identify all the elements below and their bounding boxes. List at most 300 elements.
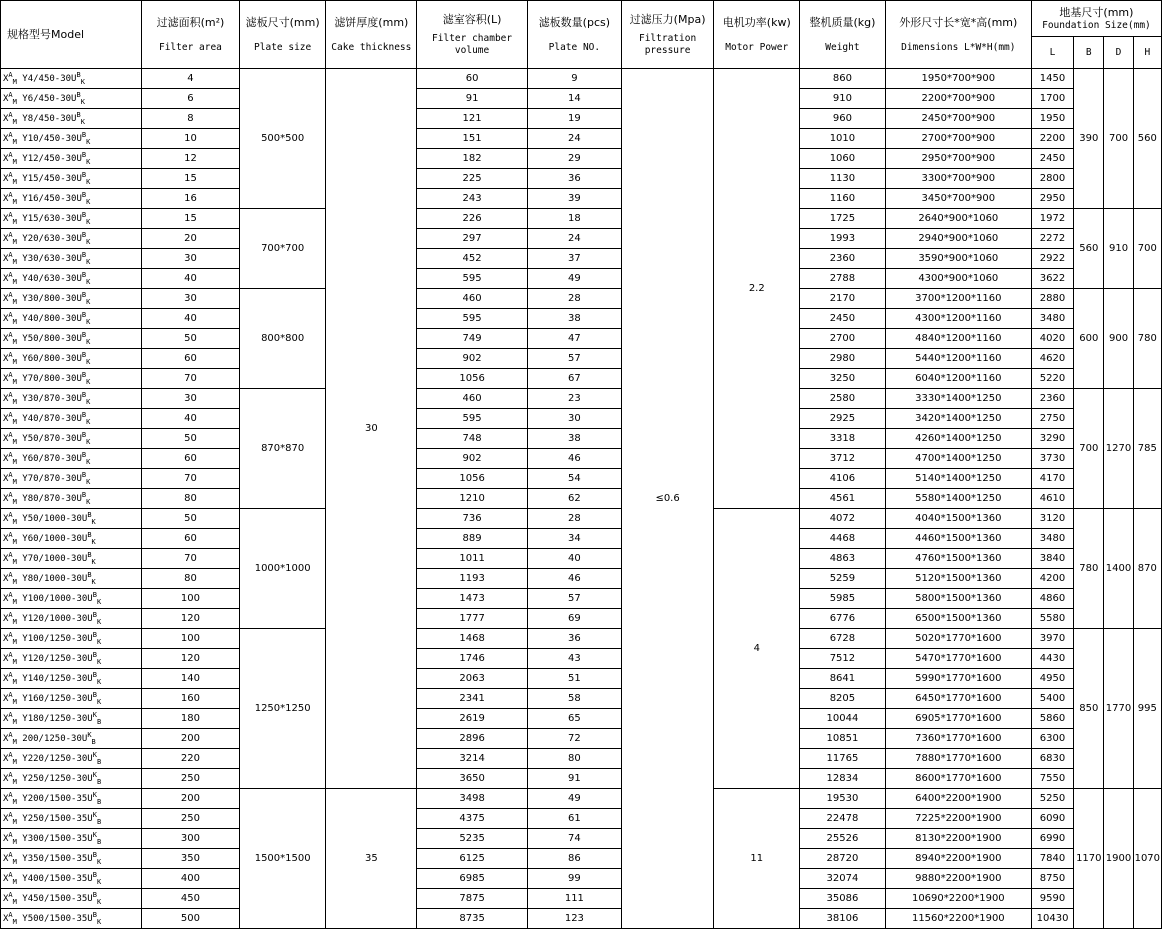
foundation-l-cell: 2950 bbox=[1031, 189, 1073, 209]
plate-number-cell: 57 bbox=[528, 589, 622, 609]
model-suffix-top: B bbox=[92, 591, 97, 599]
foundation-d-cell: 1770 bbox=[1104, 629, 1133, 789]
filter-area-cell: 16 bbox=[142, 189, 240, 209]
model-prefix: X bbox=[3, 894, 9, 904]
plate-number-cell: 47 bbox=[528, 329, 622, 349]
model-suffix-bottom: K bbox=[86, 398, 91, 406]
model-suffix-top: K bbox=[92, 751, 97, 759]
model-cell bbox=[1, 369, 142, 389]
weight-cell: 4106 bbox=[800, 469, 886, 489]
foundation-l-cell: 10430 bbox=[1031, 909, 1073, 929]
model-suffix-top: B bbox=[81, 251, 87, 259]
model-prefix: X bbox=[3, 414, 9, 424]
plate-number-cell: 57 bbox=[528, 349, 622, 369]
model-suffix-bottom: K bbox=[96, 918, 102, 926]
chamber-volume-cell: 452 bbox=[417, 249, 528, 269]
foundation-b-cell: 390 bbox=[1074, 69, 1104, 209]
model-variant-top: A bbox=[8, 911, 13, 919]
model-prefix: X bbox=[3, 574, 9, 584]
model-suffix-bottom: K bbox=[86, 258, 91, 266]
model-variant-bottom: M bbox=[12, 578, 17, 586]
foundation-l-cell: 2200 bbox=[1031, 129, 1073, 149]
plate-number-cell: 43 bbox=[528, 649, 622, 669]
model-cell bbox=[1, 769, 142, 789]
model-prefix: X bbox=[3, 694, 9, 704]
model-variant-top: A bbox=[8, 531, 13, 539]
plate-number-cell: 51 bbox=[528, 669, 622, 689]
dimensions-cell: 5440*1200*1160 bbox=[885, 349, 1031, 369]
filter-area-cell: 180 bbox=[142, 709, 240, 729]
model-suffix-bottom: K bbox=[86, 358, 91, 366]
model-variant-top: A bbox=[8, 71, 13, 79]
model-suffix-top: B bbox=[92, 871, 97, 879]
foundation-l-cell: 7550 bbox=[1031, 769, 1073, 789]
chamber-volume-cell: 6985 bbox=[417, 869, 528, 889]
dimensions-cell: 3700*1200*1160 bbox=[885, 289, 1031, 309]
chamber-volume-cell: 1056 bbox=[417, 469, 528, 489]
filter-area-cell: 40 bbox=[142, 409, 240, 429]
weight-cell: 11765 bbox=[800, 749, 886, 769]
weight-cell: 25526 bbox=[800, 829, 886, 849]
model-code: Y70/800-30U bbox=[22, 374, 82, 384]
weight-cell: 22478 bbox=[800, 809, 886, 829]
model-suffix-top: B bbox=[81, 391, 87, 399]
dimensions-cell: 3420*1400*1250 bbox=[885, 409, 1031, 429]
model-prefix: X bbox=[3, 174, 9, 184]
filter-area-cell: 15 bbox=[142, 209, 240, 229]
chamber-volume-cell: 2896 bbox=[417, 729, 528, 749]
chamber-volume-cell: 60 bbox=[417, 69, 528, 89]
model-variant-top: A bbox=[8, 551, 13, 559]
model-variant-bottom: M bbox=[12, 158, 17, 166]
filter-area-cell: 300 bbox=[142, 829, 240, 849]
filter-area-cell: 70 bbox=[142, 469, 240, 489]
filter-area-cell: 60 bbox=[142, 529, 240, 549]
model-code: Y100/1000-30U bbox=[22, 594, 93, 604]
filter-area-cell: 220 bbox=[142, 749, 240, 769]
foundation-h-cell: 780 bbox=[1133, 289, 1161, 389]
model-prefix: X bbox=[3, 374, 9, 384]
dimensions-cell: 6400*2200*1900 bbox=[885, 789, 1031, 809]
model-suffix-top: B bbox=[87, 571, 92, 579]
dimensions-cell: 7360*1770*1600 bbox=[885, 729, 1031, 749]
table-row bbox=[1, 469, 1162, 489]
model-variant-bottom: M bbox=[12, 398, 17, 406]
model-prefix: X bbox=[3, 334, 9, 344]
filter-area-cell: 10 bbox=[142, 129, 240, 149]
dimensions-cell: 8130*2200*1900 bbox=[885, 829, 1031, 849]
weight-cell: 860 bbox=[800, 69, 886, 89]
foundation-l-cell: 4430 bbox=[1031, 649, 1073, 669]
model-variant-top: A bbox=[8, 711, 13, 719]
model-variant-bottom: M bbox=[12, 658, 17, 666]
chamber-volume-cell: 749 bbox=[417, 329, 528, 349]
model-prefix: X bbox=[3, 74, 9, 84]
model-variant-top: A bbox=[8, 211, 13, 219]
chamber-volume-cell: 3214 bbox=[417, 749, 528, 769]
foundation-l-cell: 2360 bbox=[1031, 389, 1073, 409]
foundation-d-cell: 700 bbox=[1104, 69, 1133, 209]
table-row bbox=[1, 329, 1162, 349]
model-prefix: X bbox=[3, 814, 9, 824]
model-cell bbox=[1, 69, 142, 89]
model-variant-top: A bbox=[8, 511, 13, 519]
table-row bbox=[1, 409, 1162, 429]
plate-number-cell: 36 bbox=[528, 629, 622, 649]
table-row bbox=[1, 869, 1162, 889]
foundation-l-cell: 9590 bbox=[1031, 889, 1073, 909]
model-prefix: X bbox=[3, 474, 9, 484]
plate-number-cell: 30 bbox=[528, 409, 622, 429]
plate-number-cell: 111 bbox=[528, 889, 622, 909]
plate-number-cell: 29 bbox=[528, 149, 622, 169]
model-suffix-top: B bbox=[92, 671, 97, 679]
foundation-l-cell: 2450 bbox=[1031, 149, 1073, 169]
model-variant-bottom: M bbox=[12, 298, 17, 306]
plate-number-cell: 62 bbox=[528, 489, 622, 509]
foundation-l-cell: 1700 bbox=[1031, 89, 1073, 109]
model-cell bbox=[1, 709, 142, 729]
model-suffix-top: B bbox=[92, 891, 97, 899]
filter-area-cell: 450 bbox=[142, 889, 240, 909]
filter-area-cell: 6 bbox=[142, 89, 240, 109]
model-cell bbox=[1, 669, 142, 689]
model-code: 200/1250-30U bbox=[22, 734, 88, 744]
filter-area-cell: 60 bbox=[142, 449, 240, 469]
dimensions-cell: 4300*1200*1160 bbox=[885, 309, 1031, 329]
foundation-l-cell: 3730 bbox=[1031, 449, 1073, 469]
model-suffix-bottom: K bbox=[86, 178, 91, 186]
chamber-volume-cell: 1193 bbox=[417, 569, 528, 589]
filter-area-cell: 30 bbox=[142, 389, 240, 409]
header-motor-power: 电机功率(kw) Motor Power bbox=[714, 1, 800, 69]
table-row bbox=[1, 109, 1162, 129]
model-variant-bottom: M bbox=[12, 678, 17, 686]
dimensions-cell: 6905*1770*1600 bbox=[885, 709, 1031, 729]
table-row bbox=[1, 669, 1162, 689]
filtration-pressure-cell: ≤0.6 bbox=[621, 69, 714, 929]
model-prefix: X bbox=[3, 654, 9, 664]
table-row bbox=[1, 269, 1162, 289]
model-prefix: X bbox=[3, 294, 9, 304]
model-code: Y160/1250-30U bbox=[22, 694, 93, 704]
chamber-volume-cell: 1468 bbox=[417, 629, 528, 649]
plate-number-cell: 23 bbox=[528, 389, 622, 409]
model-variant-top: A bbox=[8, 811, 13, 819]
chamber-volume-cell: 297 bbox=[417, 229, 528, 249]
chamber-volume-cell: 595 bbox=[417, 409, 528, 429]
model-variant-bottom: M bbox=[12, 198, 17, 206]
model-suffix-top: B bbox=[81, 151, 87, 159]
model-cell bbox=[1, 449, 142, 469]
model-prefix: X bbox=[3, 434, 9, 444]
weight-cell: 19530 bbox=[800, 789, 886, 809]
model-cell bbox=[1, 409, 142, 429]
plate-size-cell: 870*870 bbox=[239, 389, 326, 509]
model-cell bbox=[1, 269, 142, 289]
model-variant-bottom: M bbox=[12, 278, 17, 286]
model-variant-top: A bbox=[8, 371, 13, 379]
plate-number-cell: 24 bbox=[528, 229, 622, 249]
model-suffix-bottom: K bbox=[86, 198, 91, 206]
dimensions-cell: 6500*1500*1360 bbox=[885, 609, 1031, 629]
model-suffix-bottom: K bbox=[86, 378, 91, 386]
dimensions-cell: 1950*700*900 bbox=[885, 69, 1031, 89]
model-cell bbox=[1, 689, 142, 709]
model-suffix-bottom: K bbox=[91, 518, 96, 526]
model-prefix: X bbox=[3, 774, 9, 784]
model-suffix-top: B bbox=[81, 171, 87, 179]
model-suffix-bottom: B bbox=[96, 718, 102, 726]
header-foundation-d: D bbox=[1104, 37, 1133, 69]
table-row bbox=[1, 789, 1162, 809]
model-cell bbox=[1, 749, 142, 769]
foundation-b-cell: 1170 bbox=[1074, 789, 1104, 929]
header-foundation-b: B bbox=[1074, 37, 1104, 69]
model-suffix-top: B bbox=[76, 91, 81, 99]
cake-thickness-cell: 30 bbox=[326, 69, 417, 789]
model-suffix-top: B bbox=[81, 331, 87, 339]
foundation-l-cell: 1972 bbox=[1031, 209, 1073, 229]
model-variant-top: A bbox=[8, 671, 13, 679]
model-variant-top: A bbox=[8, 651, 13, 659]
model-suffix-top: B bbox=[87, 531, 92, 539]
model-variant-bottom: M bbox=[12, 258, 17, 266]
model-prefix: X bbox=[3, 854, 9, 864]
foundation-l-cell: 1950 bbox=[1031, 109, 1073, 129]
weight-cell: 2788 bbox=[800, 269, 886, 289]
model-suffix-top: B bbox=[92, 631, 97, 639]
model-code: Y8/450-30U bbox=[22, 114, 77, 124]
model-variant-top: A bbox=[8, 191, 13, 199]
model-variant-bottom: M bbox=[12, 138, 17, 146]
plate-number-cell: 46 bbox=[528, 449, 622, 469]
model-suffix-top: B bbox=[92, 911, 97, 919]
model-variant-bottom: M bbox=[12, 698, 17, 706]
model-variant-top: A bbox=[8, 171, 13, 179]
filter-area-cell: 60 bbox=[142, 349, 240, 369]
filter-area-cell: 500 bbox=[142, 909, 240, 929]
model-cell bbox=[1, 309, 142, 329]
model-code: Y15/450-30U bbox=[22, 174, 82, 184]
model-suffix-bottom: K bbox=[86, 318, 91, 326]
model-variant-bottom: M bbox=[12, 318, 17, 326]
model-suffix-top: K bbox=[92, 791, 97, 799]
model-suffix-top: B bbox=[76, 71, 81, 79]
dimensions-cell: 5020*1770*1600 bbox=[885, 629, 1031, 649]
filter-area-cell: 40 bbox=[142, 269, 240, 289]
dimensions-cell: 5800*1500*1360 bbox=[885, 589, 1031, 609]
model-variant-bottom: M bbox=[12, 378, 17, 386]
table-row bbox=[1, 529, 1162, 549]
plate-number-cell: 19 bbox=[528, 109, 622, 129]
chamber-volume-cell: 151 bbox=[417, 129, 528, 149]
header-filtration-pressure: 过滤压力(Mpa) Filtration pressure bbox=[621, 1, 714, 69]
dimensions-cell: 6450*1770*1600 bbox=[885, 689, 1031, 709]
model-code: Y20/630-30U bbox=[22, 234, 82, 244]
table-row bbox=[1, 229, 1162, 249]
chamber-volume-cell: 460 bbox=[417, 389, 528, 409]
model-code: Y60/870-30U bbox=[22, 454, 82, 464]
model-variant-top: A bbox=[8, 771, 13, 779]
plate-number-cell: 49 bbox=[528, 269, 622, 289]
filter-area-cell: 80 bbox=[142, 489, 240, 509]
foundation-h-cell: 700 bbox=[1133, 209, 1161, 289]
dimensions-cell: 2940*900*1060 bbox=[885, 229, 1031, 249]
model-variant-bottom: M bbox=[12, 618, 17, 626]
filter-area-cell: 400 bbox=[142, 869, 240, 889]
chamber-volume-cell: 1056 bbox=[417, 369, 528, 389]
dimensions-cell: 9880*2200*1900 bbox=[885, 869, 1031, 889]
model-code: Y15/630-30U bbox=[22, 214, 82, 224]
foundation-l-cell: 4610 bbox=[1031, 489, 1073, 509]
weight-cell: 910 bbox=[800, 89, 886, 109]
weight-cell: 2980 bbox=[800, 349, 886, 369]
model-suffix-bottom: K bbox=[80, 98, 85, 106]
model-prefix: X bbox=[3, 714, 9, 724]
model-cell bbox=[1, 469, 142, 489]
model-variant-bottom: M bbox=[12, 818, 17, 826]
plate-number-cell: 86 bbox=[528, 849, 622, 869]
model-code: Y350/1500-35U bbox=[22, 854, 93, 864]
model-code: Y100/1250-30U bbox=[22, 634, 93, 644]
plate-size-cell: 1250*1250 bbox=[239, 629, 326, 789]
plate-number-cell: 18 bbox=[528, 209, 622, 229]
weight-cell: 2700 bbox=[800, 329, 886, 349]
model-suffix-bottom: K bbox=[96, 878, 102, 886]
table-row bbox=[1, 609, 1162, 629]
dimensions-cell: 5990*1770*1600 bbox=[885, 669, 1031, 689]
table-header bbox=[1, 1, 1162, 69]
filter-area-cell: 350 bbox=[142, 849, 240, 869]
model-prefix: X bbox=[3, 594, 9, 604]
filter-area-cell: 15 bbox=[142, 169, 240, 189]
plate-number-cell: 61 bbox=[528, 809, 622, 829]
model-variant-top: A bbox=[8, 611, 13, 619]
model-code: Y80/1000-30U bbox=[22, 574, 88, 584]
weight-cell: 38106 bbox=[800, 909, 886, 929]
foundation-b-cell: 600 bbox=[1074, 289, 1104, 389]
model-suffix-bottom: K bbox=[80, 78, 85, 86]
model-cell bbox=[1, 249, 142, 269]
chamber-volume-cell: 3650 bbox=[417, 769, 528, 789]
foundation-l-cell: 3622 bbox=[1031, 269, 1073, 289]
plate-number-cell: 28 bbox=[528, 509, 622, 529]
table-body bbox=[1, 69, 1162, 929]
filter-area-cell: 8 bbox=[142, 109, 240, 129]
model-code: Y250/1500-35U bbox=[22, 814, 93, 824]
model-code: Y40/870-30U bbox=[22, 414, 82, 424]
foundation-l-cell: 1450 bbox=[1031, 69, 1073, 89]
model-code: Y300/1500-35U bbox=[22, 834, 93, 844]
plate-number-cell: 123 bbox=[528, 909, 622, 929]
model-variant-top: A bbox=[8, 631, 13, 639]
model-suffix-top: B bbox=[81, 231, 87, 239]
table-row bbox=[1, 189, 1162, 209]
model-cell bbox=[1, 389, 142, 409]
model-variant-top: A bbox=[8, 891, 13, 899]
model-code: Y50/800-30U bbox=[22, 334, 82, 344]
dimensions-cell: 4300*900*1060 bbox=[885, 269, 1031, 289]
plate-size-cell: 1500*1500 bbox=[239, 789, 326, 929]
dimensions-cell: 5470*1770*1600 bbox=[885, 649, 1031, 669]
model-variant-bottom: M bbox=[12, 538, 17, 546]
model-suffix-top: K bbox=[92, 771, 97, 779]
model-variant-bottom: M bbox=[12, 218, 17, 226]
model-code: Y12/450-30U bbox=[22, 154, 82, 164]
weight-cell: 4561 bbox=[800, 489, 886, 509]
model-variant-top: A bbox=[8, 451, 13, 459]
model-suffix-bottom: K bbox=[91, 558, 96, 566]
model-variant-top: A bbox=[8, 331, 13, 339]
model-suffix-top: B bbox=[81, 471, 87, 479]
model-variant-bottom: M bbox=[12, 458, 17, 466]
model-suffix-bottom: K bbox=[86, 338, 91, 346]
filter-area-cell: 120 bbox=[142, 609, 240, 629]
filter-area-cell: 250 bbox=[142, 809, 240, 829]
model-suffix-bottom: K bbox=[86, 478, 91, 486]
model-suffix-bottom: B bbox=[96, 818, 102, 826]
model-code: Y70/870-30U bbox=[22, 474, 82, 484]
chamber-volume-cell: 6125 bbox=[417, 849, 528, 869]
foundation-l-cell: 5250 bbox=[1031, 789, 1073, 809]
model-suffix-bottom: K bbox=[86, 278, 91, 286]
filter-area-cell: 40 bbox=[142, 309, 240, 329]
plate-number-cell: 46 bbox=[528, 569, 622, 589]
table-row bbox=[1, 569, 1162, 589]
model-variant-top: A bbox=[8, 871, 13, 879]
foundation-l-cell: 6990 bbox=[1031, 829, 1073, 849]
model-suffix-bottom: K bbox=[86, 438, 91, 446]
weight-cell: 960 bbox=[800, 109, 886, 129]
filter-area-cell: 30 bbox=[142, 289, 240, 309]
foundation-h-cell: 1070 bbox=[1133, 789, 1161, 929]
plate-number-cell: 36 bbox=[528, 169, 622, 189]
dimensions-cell: 5580*1400*1250 bbox=[885, 489, 1031, 509]
model-cell bbox=[1, 629, 142, 649]
dimensions-cell: 4700*1400*1250 bbox=[885, 449, 1031, 469]
dimensions-cell: 4840*1200*1160 bbox=[885, 329, 1031, 349]
model-suffix-bottom: K bbox=[96, 658, 102, 666]
model-prefix: X bbox=[3, 514, 9, 524]
weight-cell: 3318 bbox=[800, 429, 886, 449]
dimensions-cell: 2640*900*1060 bbox=[885, 209, 1031, 229]
model-variant-top: A bbox=[8, 291, 13, 299]
model-cell bbox=[1, 329, 142, 349]
model-prefix: X bbox=[3, 454, 9, 464]
model-code: Y4/450-30U bbox=[22, 74, 77, 84]
foundation-l-cell: 2800 bbox=[1031, 169, 1073, 189]
model-suffix-bottom: K bbox=[96, 638, 102, 646]
foundation-l-cell: 4020 bbox=[1031, 329, 1073, 349]
table-row bbox=[1, 629, 1162, 649]
weight-cell: 2170 bbox=[800, 289, 886, 309]
dimensions-cell: 7880*1770*1600 bbox=[885, 749, 1031, 769]
model-cell bbox=[1, 429, 142, 449]
plate-number-cell: 74 bbox=[528, 829, 622, 849]
dimensions-cell: 2200*700*900 bbox=[885, 89, 1031, 109]
model-prefix: X bbox=[3, 534, 9, 544]
model-variant-bottom: M bbox=[12, 758, 17, 766]
model-variant-top: A bbox=[8, 391, 13, 399]
model-suffix-top: B bbox=[92, 851, 97, 859]
filter-area-cell: 50 bbox=[142, 509, 240, 529]
foundation-l-cell: 2922 bbox=[1031, 249, 1073, 269]
foundation-l-cell: 4860 bbox=[1031, 589, 1073, 609]
header-filter-area: 过滤面积(m²) Filter area bbox=[142, 1, 240, 69]
chamber-volume-cell: 182 bbox=[417, 149, 528, 169]
model-cell bbox=[1, 829, 142, 849]
